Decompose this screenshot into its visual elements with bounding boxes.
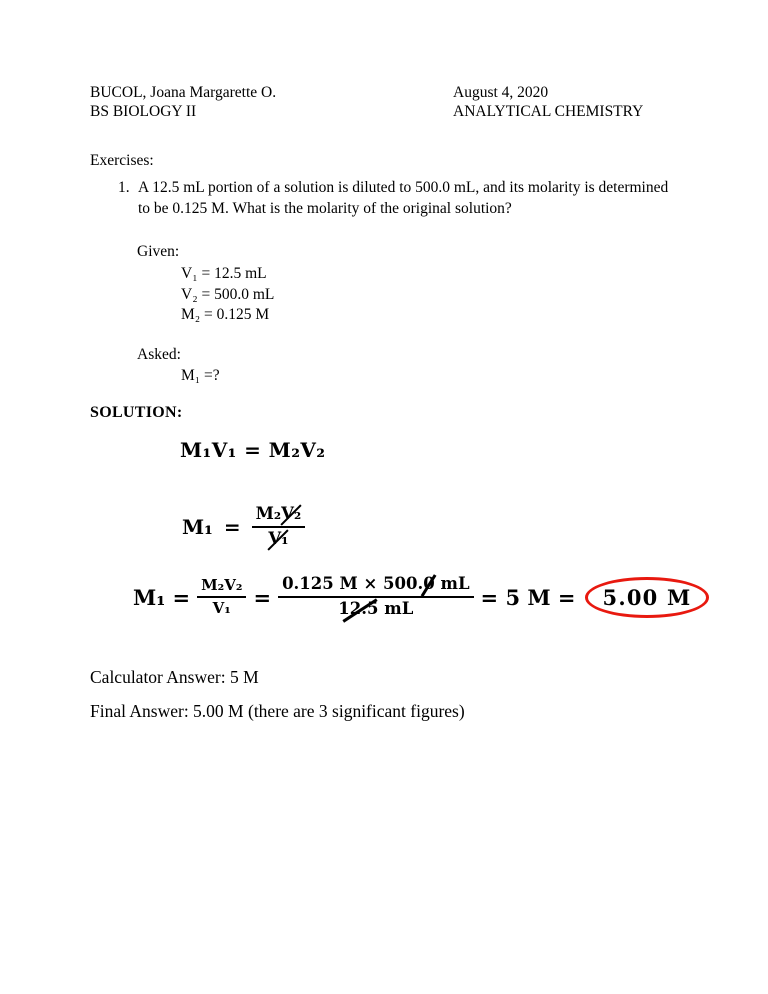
final-answer: Final Answer: 5.00 M (there are 3 significant figures) <box>90 701 465 721</box>
equals-sign: = <box>253 584 272 610</box>
problem-number: 1. <box>118 179 130 196</box>
equation-substitution <box>133 568 709 626</box>
frac2-den-cancelled-digits: .5 <box>361 599 379 618</box>
frac2-den-text: 12 <box>338 599 362 618</box>
frac2-num-text: 0.125 M × 500. <box>282 574 424 594</box>
given-item-v2: V₂ = 500.0 mL <box>181 285 275 303</box>
equals-sign: = <box>223 515 241 539</box>
frac2-num-cancelled-digit: 0 <box>423 574 435 594</box>
final-answer-value: 5.00 M <box>602 584 692 610</box>
asked-label: Asked: <box>137 346 181 363</box>
intermediate-result: = 5 M = <box>480 584 576 610</box>
eq3-lhs: M₁ <box>133 584 166 610</box>
frac2-den-unit: mL <box>378 599 414 618</box>
frac1-numerator: M₂V₂ <box>197 577 246 598</box>
problem-item <box>118 177 680 219</box>
date: August 4, 2020 <box>453 84 549 101</box>
eq2-numerator <box>252 505 306 528</box>
eq2-num-plain: M₂ <box>255 504 282 524</box>
given-list <box>181 264 274 326</box>
eq2-num-cancelled: V₂ <box>281 504 302 524</box>
eq2-den-cancelled: V₁ <box>268 529 289 548</box>
exercises-label: Exercises: <box>90 152 154 169</box>
header-left <box>90 84 276 121</box>
equals-sign: = <box>172 584 191 610</box>
fraction-symbols <box>197 577 246 618</box>
fraction-values <box>278 575 473 619</box>
equation-rearranged <box>182 497 305 557</box>
problem-text: A 12.5 mL portion of a solution is diluted to 500.0 mL, and its molarity is determined to be 0.125 M. What is the molarity of the original solution? <box>138 179 669 217</box>
given-item-v1: V₁ = 12.5 mL <box>181 265 267 282</box>
asked-value: M₁ =? <box>181 367 220 384</box>
frac2-num-unit: mL <box>434 574 470 594</box>
frac2-denominator <box>334 598 417 619</box>
solution-label: SOLUTION: <box>90 404 183 421</box>
subject-name: ANALYTICAL CHEMISTRY <box>453 102 644 120</box>
eq2-lhs: M₁ <box>182 515 213 539</box>
frac2-numerator <box>278 575 473 598</box>
fraction-rearranged <box>252 505 306 549</box>
given-item-m2: M₂ = 0.125 M <box>181 306 270 324</box>
calculator-answer: Calculator Answer: 5 M <box>90 667 259 687</box>
header-right <box>453 84 643 121</box>
course-name: BS BIOLOGY II <box>90 102 197 120</box>
equation-dilution-law: M₁V₁ = M₂V₂ <box>180 438 326 462</box>
frac1-denominator: V₁ <box>212 599 231 617</box>
final-answer-circled <box>585 577 710 618</box>
eq2-denominator <box>264 528 292 549</box>
given-label: Given: <box>137 243 180 260</box>
student-name: BUCOL, Joana Margarette O. <box>90 84 277 101</box>
